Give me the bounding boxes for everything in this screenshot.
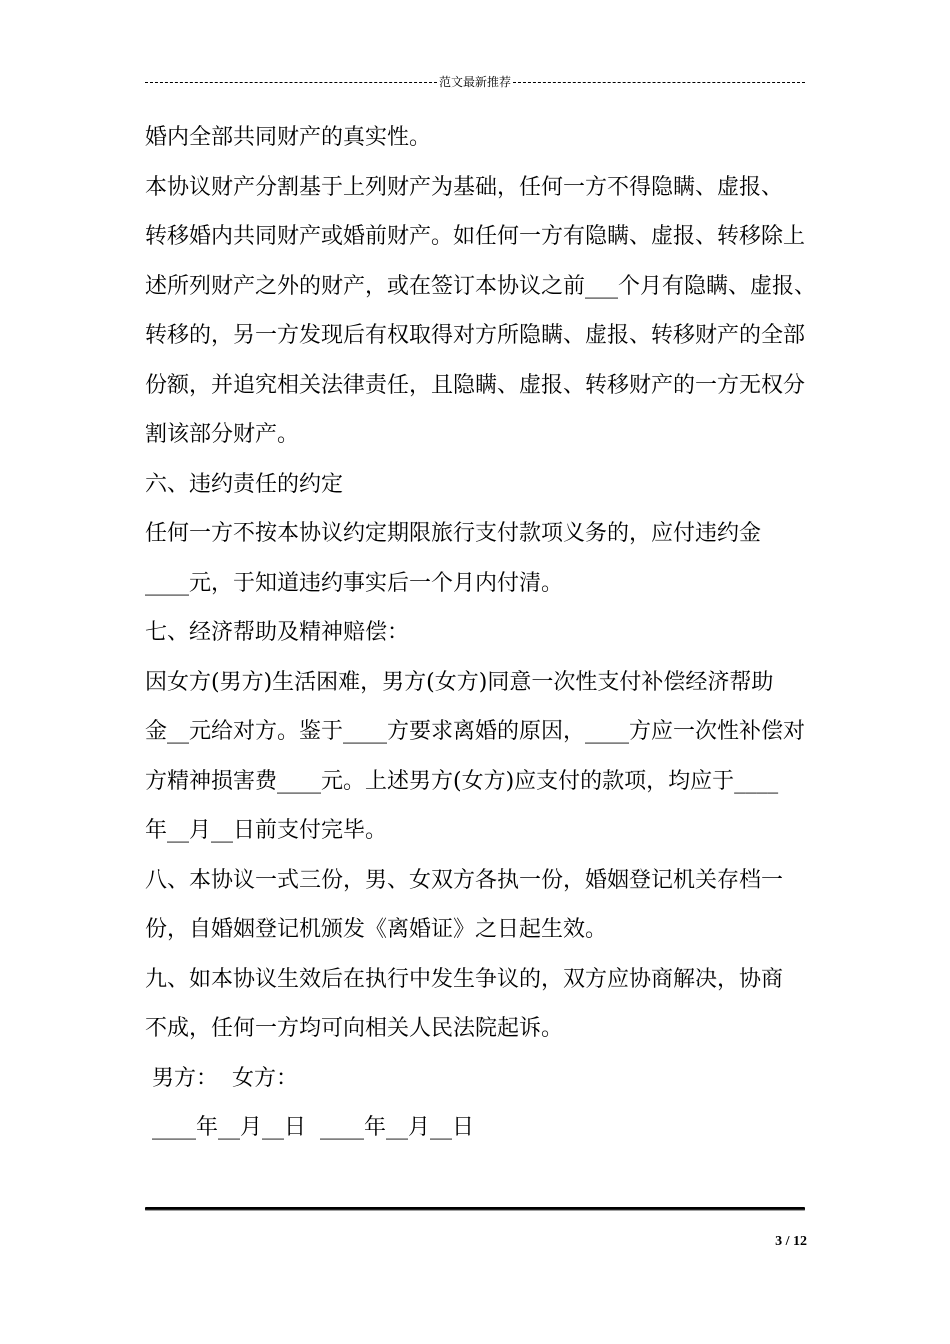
date-line: ____年__月__日 ____年__月__日 [145,1115,474,1140]
text-line: 本协议财产分割基于上列财产为基础，任何一方不得隐瞒、虚报、 [145,174,784,200]
section-heading: 六、违约责任的约定 [145,471,344,497]
footer-rule [145,1207,805,1211]
text-line: 金__元给对方。鉴于____方要求离婚的原因，____方应一次性补偿对 [145,719,806,744]
text-line: 年__月__日前支付完毕。 [145,818,388,843]
document-body [145,113,817,1153]
text-line: 述所列财产之外的财产，或在签订本协议之前___个月有隐瞒、虚报、 [145,273,817,299]
text-line: 九、如本协议生效后在执行中发生争议的，双方应协商解决，协商 [145,966,784,992]
text-line: 方精神损害费____元。上述男方(女方)应支付的款项，均应于____ [145,768,779,794]
text-line: ____元，于知道违约事实后一个月内付清。 [145,570,564,596]
section-heading: 七、经济帮助及精神赔偿： [145,620,410,645]
text-line: 转移的，另一方发现后有权取得对方所隐瞒、虚报、转移财产的全部 [145,323,806,348]
text-line: 割该部分财产。 [145,422,300,447]
page-header [145,72,805,92]
header-dash-right [513,82,805,83]
text-line: 任何一方不按本协议约定期限旅行支付款项义务的，应付违约金 [145,521,762,546]
header-dash-left [145,82,437,83]
text-line: 不成，任何一方均可向相关人民法院起诉。 [145,1016,564,1041]
text-line: 八、本协议一式三份，男、女双方各执一份，婚姻登记机关存档一 [145,867,784,893]
text-line: 因女方(男方)生活困难，男方(女方)同意一次性支付补偿经济帮助 [145,669,774,695]
signature-line: 男方： 女方： [145,1065,298,1091]
page-number: 3 / 12 [775,1234,807,1249]
text-line: 份额，并追究相关法律责任，且隐瞒、虚报、转移财产的一方无权分 [145,372,806,398]
header-title: 范文最新推荐 [439,75,512,89]
text-line: 份，自婚姻登记机颁发《离婚证》之日起生效。 [145,917,608,942]
text-line: 婚内全部共同财产的真实性。 [145,125,432,150]
text-line: 转移婚内共同财产或婚前财产。如任何一方有隐瞒、虚报、转移除上 [145,224,806,249]
